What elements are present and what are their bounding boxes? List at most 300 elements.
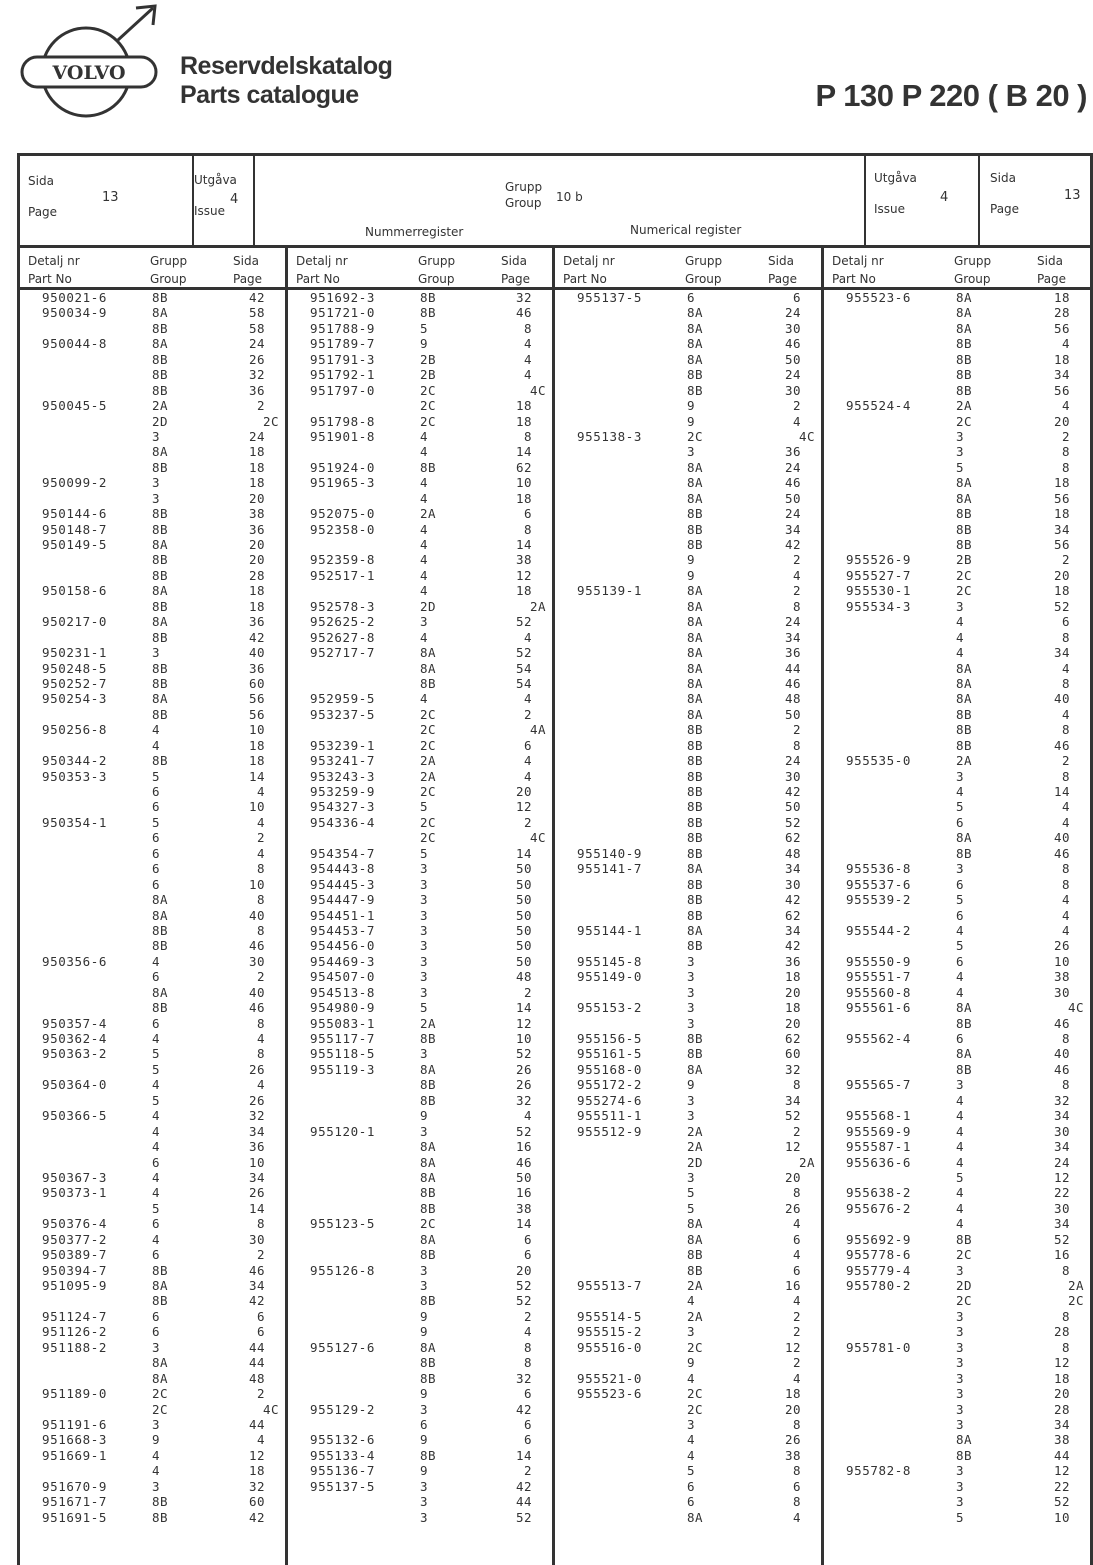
page-ref: 50 bbox=[515, 953, 532, 969]
part-number: 951671-7 bbox=[42, 1494, 108, 1510]
part-number: 954469-3 bbox=[310, 953, 376, 969]
table-row bbox=[20, 707, 285, 722]
page-ref: 18 bbox=[1053, 583, 1070, 599]
group-code: 8A bbox=[152, 1278, 169, 1293]
page-ref: 46 bbox=[1053, 1061, 1070, 1077]
page-ref: 26 bbox=[784, 1200, 801, 1216]
page-ref: 18 bbox=[248, 737, 265, 753]
part-number: 952075-0 bbox=[310, 506, 376, 522]
part-number: 951692-3 bbox=[310, 290, 376, 305]
group-code: 4 bbox=[956, 645, 965, 661]
group-code: 6 bbox=[152, 1015, 161, 1031]
page-ref: 52 bbox=[515, 645, 532, 661]
table-row bbox=[555, 1263, 821, 1278]
page-ref: 8 bbox=[792, 1185, 801, 1201]
page-ref: 36 bbox=[248, 1139, 265, 1155]
table-row bbox=[555, 661, 821, 676]
page-ref: 8 bbox=[1061, 1262, 1070, 1278]
part-number: 950231-1 bbox=[42, 645, 108, 661]
group-code: 8B bbox=[420, 1247, 437, 1263]
group-code: 8A bbox=[687, 490, 704, 506]
table-row bbox=[824, 645, 1090, 660]
part-number: 955521-0 bbox=[577, 1370, 643, 1386]
page-ref: 12 bbox=[1053, 1463, 1070, 1479]
table-row bbox=[288, 645, 552, 660]
table-row bbox=[555, 908, 821, 923]
group-code: 8A bbox=[687, 1061, 704, 1077]
page-ref: 18 bbox=[1053, 1370, 1070, 1386]
table-row bbox=[555, 1417, 821, 1432]
table-row bbox=[288, 769, 552, 784]
group-code: 9 bbox=[687, 567, 696, 583]
page-ref: 4 bbox=[1061, 799, 1070, 815]
group-code: 8A bbox=[687, 691, 704, 707]
page-ref: 26 bbox=[515, 1077, 532, 1093]
table-row bbox=[555, 583, 821, 598]
page-ref: 18 bbox=[1053, 351, 1070, 367]
table-row bbox=[20, 1510, 285, 1525]
table-row bbox=[824, 1278, 1090, 1293]
part-number: 950353-3 bbox=[42, 768, 108, 784]
group-code: 3 bbox=[956, 444, 965, 460]
group-code: 3 bbox=[956, 861, 965, 877]
group-code: 8B bbox=[152, 922, 169, 938]
table-row bbox=[824, 383, 1090, 398]
page-ref: 56 bbox=[1053, 320, 1070, 336]
register-column bbox=[288, 290, 552, 1565]
page-ref: 40 bbox=[1053, 691, 1070, 707]
group-code: 4 bbox=[152, 1031, 161, 1046]
page-ref: 16 bbox=[784, 1278, 801, 1293]
table-row bbox=[288, 784, 552, 799]
group-code: 8A bbox=[152, 892, 169, 908]
table-row bbox=[824, 1309, 1090, 1324]
page-ref: 8 bbox=[1061, 768, 1070, 784]
group-code: 9 bbox=[420, 1386, 429, 1402]
group-code: 8A bbox=[956, 691, 973, 707]
page-ref: 26 bbox=[515, 1061, 532, 1077]
part-number: 955550-9 bbox=[846, 953, 912, 969]
page-ref: 26 bbox=[248, 1092, 265, 1108]
page-ref: 34 bbox=[248, 1123, 265, 1139]
page-ref: 46 bbox=[784, 475, 801, 491]
page-ref: 2C bbox=[262, 413, 279, 429]
table-row bbox=[20, 1479, 285, 1494]
part-number: 950158-6 bbox=[42, 583, 108, 599]
page-ref: 2A bbox=[1067, 1278, 1084, 1293]
page-ref: 2 bbox=[1061, 428, 1070, 444]
page-ref: 22 bbox=[1053, 1185, 1070, 1201]
part-number: 955123-5 bbox=[310, 1216, 376, 1232]
group-code: 6 bbox=[956, 953, 965, 969]
group-code: 2C bbox=[687, 428, 704, 444]
table-row bbox=[555, 722, 821, 737]
table-row bbox=[20, 954, 285, 969]
part-number: 955535-0 bbox=[846, 753, 912, 769]
table-row bbox=[20, 661, 285, 676]
page-ref: 32 bbox=[515, 1370, 532, 1386]
table-row bbox=[824, 352, 1090, 367]
group-code: 8A bbox=[152, 444, 169, 460]
group-code: 5 bbox=[420, 320, 429, 336]
table-row bbox=[288, 537, 552, 552]
group-code: 9 bbox=[420, 1432, 429, 1448]
page-ref: 18 bbox=[248, 583, 265, 599]
page-ref: 56 bbox=[1053, 382, 1070, 398]
group-code: 8B bbox=[152, 521, 169, 537]
table-row bbox=[288, 599, 552, 614]
page-ref: 2 bbox=[256, 1247, 265, 1263]
group-code: 6 bbox=[687, 290, 696, 305]
table-row bbox=[824, 892, 1090, 907]
group-code: 4 bbox=[152, 1169, 161, 1185]
page-ref: 8 bbox=[256, 1216, 265, 1232]
page-ref: 14 bbox=[515, 444, 532, 460]
group-code: 8B bbox=[152, 1494, 169, 1510]
table-row bbox=[288, 722, 552, 737]
table-row bbox=[20, 938, 285, 953]
column-divider bbox=[821, 248, 824, 1565]
group-code: 2A bbox=[956, 398, 973, 414]
page-ref: 4 bbox=[523, 367, 532, 383]
part-number: 954445-3 bbox=[310, 876, 376, 892]
group-code: 4 bbox=[152, 722, 161, 738]
group-code: 2B bbox=[956, 552, 973, 568]
page-ref: 6 bbox=[256, 1324, 265, 1340]
page-ref: 50 bbox=[515, 922, 532, 938]
page-ref: 34 bbox=[1053, 1139, 1070, 1155]
table-row bbox=[288, 892, 552, 907]
group-code: 8A bbox=[152, 907, 169, 923]
table-row bbox=[824, 444, 1090, 459]
table-row bbox=[555, 1201, 821, 1216]
part-number: 955161-5 bbox=[577, 1046, 643, 1062]
part-number: 955511-1 bbox=[577, 1108, 643, 1124]
page-ref: 4C bbox=[1067, 1000, 1084, 1016]
table-row bbox=[824, 1402, 1090, 1417]
part-number: 952717-7 bbox=[310, 645, 376, 661]
page-ref: 6 bbox=[523, 1432, 532, 1448]
group-code: 4 bbox=[956, 614, 965, 630]
page-ref: 8 bbox=[1061, 1339, 1070, 1355]
group-code: 9 bbox=[687, 413, 696, 429]
part-number: 950394-7 bbox=[42, 1262, 108, 1278]
page-ref: 40 bbox=[1053, 830, 1070, 846]
group-code: 5 bbox=[152, 768, 161, 784]
group-code: 5 bbox=[420, 799, 429, 815]
group-code: 6 bbox=[687, 1478, 696, 1494]
group-code: 4 bbox=[956, 922, 965, 938]
page-ref: 30 bbox=[1053, 1123, 1070, 1139]
table-row bbox=[824, 1046, 1090, 1061]
page-ref: 18 bbox=[248, 598, 265, 614]
group-code: 4 bbox=[152, 737, 161, 753]
page-ref: 4 bbox=[1061, 922, 1070, 938]
group-code: 2D bbox=[956, 1278, 973, 1293]
page-ref: 34 bbox=[248, 1278, 265, 1293]
page-ref: 18 bbox=[515, 490, 532, 506]
part-number: 953241-7 bbox=[310, 753, 376, 769]
part-number: 953237-5 bbox=[310, 706, 376, 722]
group-code: 5 bbox=[152, 1092, 161, 1108]
table-row bbox=[555, 1216, 821, 1231]
table-row bbox=[555, 1293, 821, 1308]
table-row bbox=[20, 1448, 285, 1463]
page-ref: 30 bbox=[1053, 984, 1070, 1000]
part-number: 951189-0 bbox=[42, 1386, 108, 1402]
page-ref: 32 bbox=[784, 1061, 801, 1077]
group-code: 4 bbox=[152, 1108, 161, 1124]
group-code: 4 bbox=[956, 629, 965, 645]
table-row bbox=[824, 923, 1090, 938]
table-row bbox=[20, 599, 285, 614]
group-code: 8A bbox=[687, 861, 704, 877]
part-number: 950344-2 bbox=[42, 753, 108, 769]
part-number: 955083-1 bbox=[310, 1015, 376, 1031]
group-code: 3 bbox=[420, 1123, 429, 1139]
table-row bbox=[20, 1062, 285, 1077]
page-ref: 24 bbox=[784, 459, 801, 475]
part-number: 952959-5 bbox=[310, 691, 376, 707]
table-row bbox=[824, 414, 1090, 429]
page-ref: 50 bbox=[515, 1169, 532, 1185]
volvo-logo bbox=[18, 4, 168, 124]
table-row bbox=[555, 753, 821, 768]
table-row bbox=[555, 830, 821, 845]
group-code: 6 bbox=[420, 1416, 429, 1432]
part-number: 955781-0 bbox=[846, 1339, 912, 1355]
group-code: 8B bbox=[152, 938, 169, 954]
page-ref: 8 bbox=[1061, 861, 1070, 877]
group-code: 5 bbox=[152, 1200, 161, 1216]
group-code: 5 bbox=[687, 1185, 696, 1201]
page-ref: 24 bbox=[248, 336, 265, 352]
page-ref: 2 bbox=[792, 1123, 801, 1139]
page-ref: 8 bbox=[792, 598, 801, 614]
table-row bbox=[288, 1139, 552, 1154]
group-code: 5 bbox=[956, 799, 965, 815]
part-number: 951191-6 bbox=[42, 1416, 108, 1432]
table-row bbox=[288, 1247, 552, 1262]
table-row bbox=[20, 923, 285, 938]
table-row bbox=[824, 1170, 1090, 1185]
group-code: 8B bbox=[956, 1231, 973, 1247]
table-row bbox=[555, 352, 821, 367]
table-row bbox=[824, 1016, 1090, 1031]
page-ref: 20 bbox=[515, 1262, 532, 1278]
table-row bbox=[288, 1155, 552, 1170]
table-row bbox=[824, 753, 1090, 768]
group-code: 2C bbox=[152, 1401, 169, 1417]
group-code: 6 bbox=[152, 861, 161, 877]
page-ref: 2 bbox=[523, 706, 532, 722]
page-ref: 34 bbox=[1053, 1416, 1070, 1432]
group-code: 4 bbox=[956, 1200, 965, 1216]
table-row bbox=[555, 1108, 821, 1123]
group-code: 6 bbox=[687, 1494, 696, 1510]
table-row bbox=[824, 1232, 1090, 1247]
page-ref: 46 bbox=[248, 938, 265, 954]
group-code: 8A bbox=[152, 614, 169, 630]
table-row bbox=[555, 645, 821, 660]
page-ref: 20 bbox=[1053, 1386, 1070, 1402]
group-code: 8A bbox=[687, 336, 704, 352]
page-ref: 12 bbox=[515, 567, 532, 583]
table-row bbox=[824, 1062, 1090, 1077]
table-row bbox=[555, 1371, 821, 1386]
group-label: Group bbox=[418, 272, 455, 286]
part-number: 954327-3 bbox=[310, 799, 376, 815]
group-code: 2C bbox=[420, 398, 437, 414]
table-row bbox=[555, 491, 821, 506]
table-row bbox=[555, 568, 821, 583]
group-code: 2C bbox=[420, 706, 437, 722]
column-header bbox=[288, 248, 552, 290]
page-ref: 14 bbox=[515, 1216, 532, 1232]
table-row bbox=[555, 784, 821, 799]
page-ref: 2 bbox=[523, 1308, 532, 1324]
group-code: 5 bbox=[956, 892, 965, 908]
part-number: 951924-0 bbox=[310, 459, 376, 475]
group-code: 8A bbox=[687, 1231, 704, 1247]
group-code: 3 bbox=[420, 1494, 429, 1510]
page-ref: 38 bbox=[248, 506, 265, 522]
table-row bbox=[20, 568, 285, 583]
detalj-label: Detalj nr bbox=[832, 254, 884, 268]
group-code: 3 bbox=[956, 1355, 965, 1371]
table-row bbox=[555, 1016, 821, 1031]
part-number: 950099-2 bbox=[42, 475, 108, 491]
table-row bbox=[288, 661, 552, 676]
page-ref: 52 bbox=[515, 1293, 532, 1309]
group-code: 8B bbox=[687, 799, 704, 815]
group-code: 8B bbox=[152, 506, 169, 522]
page-ref: 2 bbox=[792, 552, 801, 568]
group-code: 8B bbox=[152, 629, 169, 645]
part-number: 950254-3 bbox=[42, 691, 108, 707]
table-row bbox=[288, 676, 552, 691]
page-ref: 4 bbox=[792, 1293, 801, 1309]
table-row bbox=[824, 1448, 1090, 1463]
table-row bbox=[824, 614, 1090, 629]
table-row bbox=[824, 336, 1090, 351]
table-row bbox=[288, 1340, 552, 1355]
part-number: 955523-6 bbox=[846, 290, 912, 305]
group-code: 2A bbox=[420, 1015, 437, 1031]
table-row bbox=[20, 367, 285, 382]
table-row bbox=[288, 1278, 552, 1293]
group-code: 8B bbox=[420, 1370, 437, 1386]
table-row bbox=[288, 1293, 552, 1308]
page-ref: 2 bbox=[792, 722, 801, 738]
table-row bbox=[824, 1108, 1090, 1123]
page-ref: 2 bbox=[523, 984, 532, 1000]
part-number: 955692-9 bbox=[846, 1231, 912, 1247]
group-code: 4 bbox=[420, 475, 429, 491]
group-code: 8A bbox=[956, 830, 973, 846]
page-label: Page bbox=[233, 272, 263, 286]
sida-label-right: Sida bbox=[990, 171, 1016, 185]
table-row bbox=[20, 830, 285, 845]
group-code: 6 bbox=[152, 799, 161, 815]
group-code: 8A bbox=[152, 583, 169, 599]
issue-number-right: 4 bbox=[940, 190, 949, 205]
group-code: 8A bbox=[152, 984, 169, 1000]
table-row bbox=[288, 398, 552, 413]
group-code: 8B bbox=[152, 552, 169, 568]
group-code: 8A bbox=[956, 475, 973, 491]
table-row bbox=[555, 398, 821, 413]
part-number: 955132-6 bbox=[310, 1432, 376, 1448]
page-ref: 8 bbox=[256, 892, 265, 908]
page-ref: 56 bbox=[248, 691, 265, 707]
page-cell-left bbox=[20, 156, 194, 245]
part-number: 950148-7 bbox=[42, 521, 108, 537]
page-ref: 2 bbox=[256, 398, 265, 414]
group-code: 8B bbox=[687, 1262, 704, 1278]
page-ref: 12 bbox=[1053, 1169, 1070, 1185]
table-row bbox=[555, 954, 821, 969]
group-code: 5 bbox=[687, 1200, 696, 1216]
part-number: 952517-1 bbox=[310, 567, 376, 583]
page-ref: 12 bbox=[248, 1447, 265, 1463]
group-code: 8B bbox=[687, 768, 704, 784]
table-row bbox=[555, 1247, 821, 1262]
page-ref: 8 bbox=[792, 1463, 801, 1479]
page-ref: 6 bbox=[523, 1386, 532, 1402]
table-row bbox=[824, 398, 1090, 413]
part-number: 950363-2 bbox=[42, 1046, 108, 1062]
issue-label-right: Issue bbox=[874, 202, 906, 216]
group-code: 8B bbox=[152, 706, 169, 722]
group-code: 6 bbox=[152, 1324, 161, 1340]
part-number: 951668-3 bbox=[42, 1432, 108, 1448]
group-code: 2B bbox=[420, 367, 437, 383]
group-code: 3 bbox=[956, 1077, 965, 1093]
table-row bbox=[824, 969, 1090, 984]
page-ref: 46 bbox=[248, 1000, 265, 1016]
page-number-right: 13 bbox=[1064, 188, 1081, 203]
table-row bbox=[288, 954, 552, 969]
part-number: 954443-8 bbox=[310, 861, 376, 877]
table-row bbox=[824, 537, 1090, 552]
page-ref: 18 bbox=[515, 398, 532, 414]
group-code: 3 bbox=[420, 861, 429, 877]
group-code: 4 bbox=[956, 1216, 965, 1232]
part-number: 955138-3 bbox=[577, 428, 643, 444]
group-code: 4 bbox=[956, 1154, 965, 1170]
group-code: 8A bbox=[956, 290, 973, 305]
part-number: 950252-7 bbox=[42, 675, 108, 691]
page-ref: 12 bbox=[1053, 1355, 1070, 1371]
page-ref: 30 bbox=[784, 768, 801, 784]
table-row bbox=[20, 475, 285, 490]
group-code: 9 bbox=[687, 398, 696, 414]
table-row bbox=[555, 846, 821, 861]
table-row bbox=[555, 676, 821, 691]
page-ref: 44 bbox=[1053, 1447, 1070, 1463]
group-code: 4 bbox=[152, 953, 161, 969]
group-code: 8B bbox=[687, 1046, 704, 1062]
group-code: 8B bbox=[152, 367, 169, 383]
table-row bbox=[824, 630, 1090, 645]
table-row bbox=[555, 815, 821, 830]
page-ref: 10 bbox=[248, 876, 265, 892]
group-code: 8A bbox=[687, 351, 704, 367]
group-code: 8A bbox=[420, 660, 437, 676]
group-label: Group bbox=[954, 272, 991, 286]
group-code: 8B bbox=[687, 784, 704, 799]
